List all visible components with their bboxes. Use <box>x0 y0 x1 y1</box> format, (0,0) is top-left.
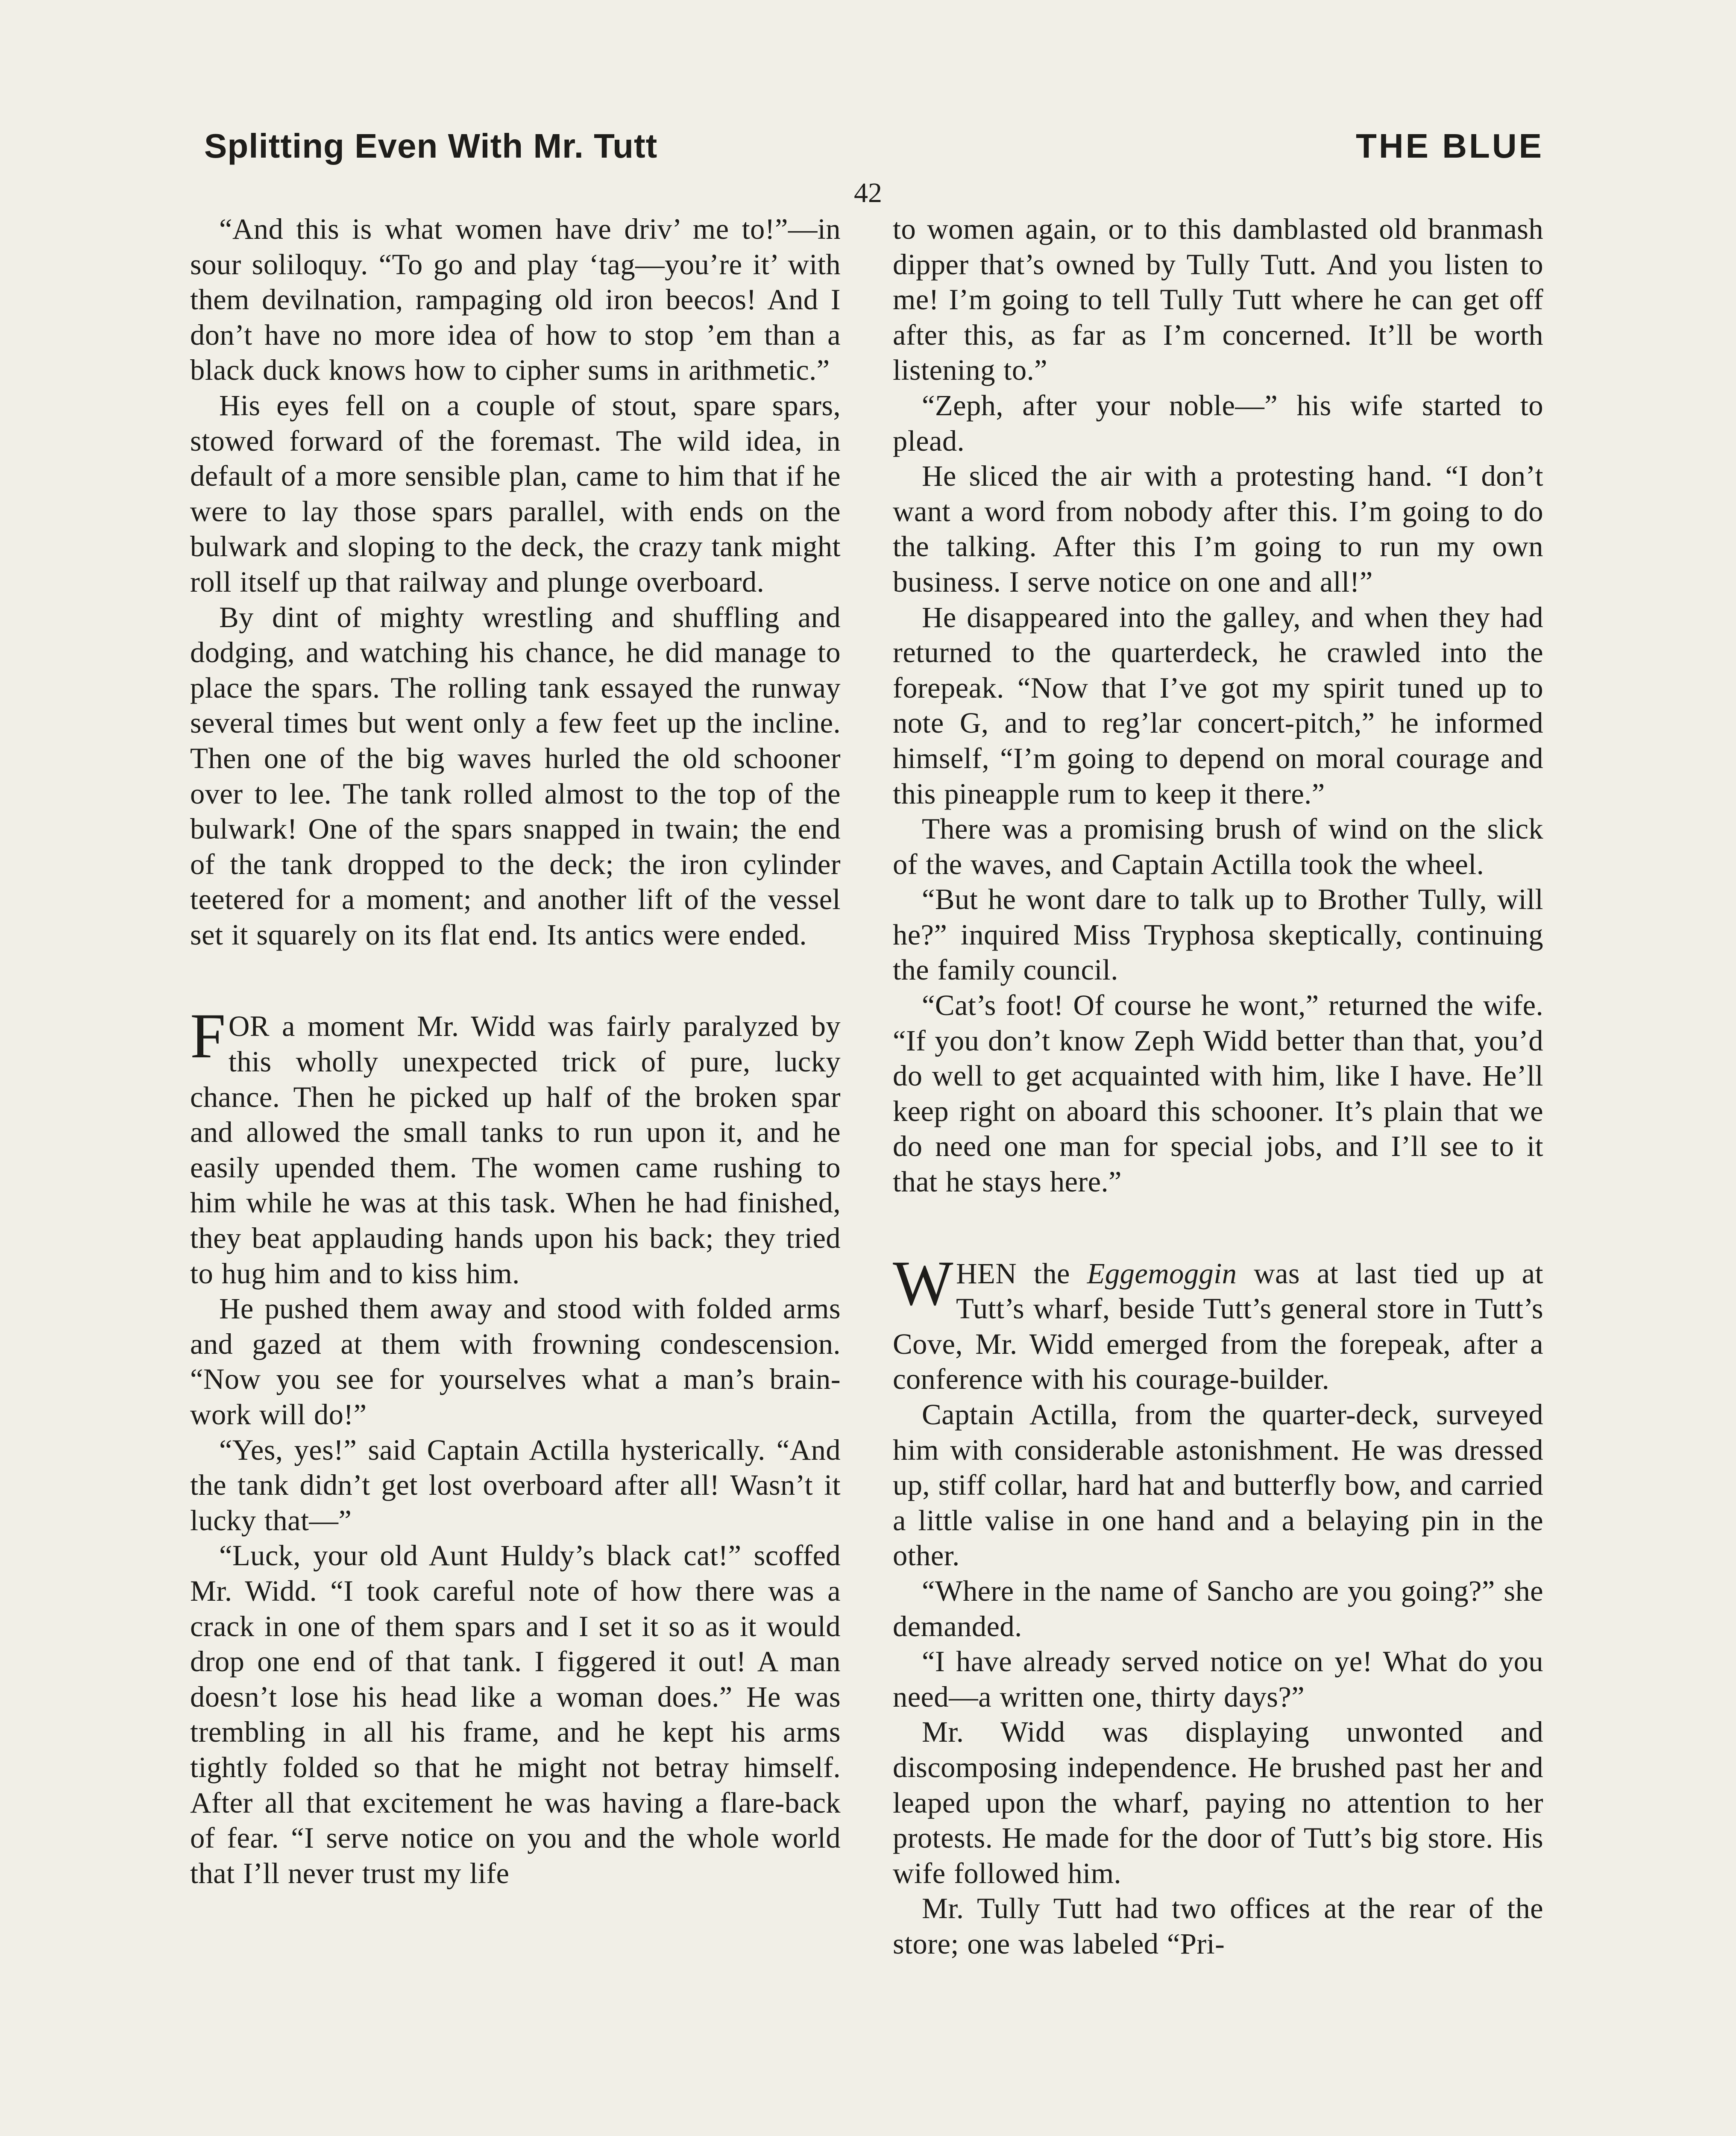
drop-cap: F <box>190 1001 226 1072</box>
ship-name: Eggemoggin <box>1087 1257 1237 1290</box>
left-column <box>190 211 841 1891</box>
paragraph-text: HEN the <box>956 1257 1070 1290</box>
drop-cap: W <box>893 1247 953 1319</box>
right-column <box>893 211 1543 1962</box>
paragraph: “Where in the name of Sancho are you going?” she demanded. <box>893 1574 1543 1643</box>
paragraph: He pushed them away and stood with folded arms and gazed at them with frowning condescension. “Now you see for yourselves what a man’s brain-work will do!” <box>190 1292 841 1431</box>
paragraph: “And this is what women have driv’ me to!”—in sour soliloquy. “To go and play ‘tag—you’re it’ with them devilnation, rampaging old iron beecos! And I don’t have no more idea of how to stop ’em than a black duck knows how to cipher sums in arithmetic.” <box>190 213 841 387</box>
paragraph-text: OR a moment Mr. Widd was fairly paralyzed by this wholly unexpected trick of pure, lucky chance. Then he picked up half of the broken spar and allowed the small tanks to run upon it, and he easily upended them. The women came rushing to him while he was at this task. When he had finished, they beat applauding hands upon his back; they tried to hug him and to kiss him. <box>190 1010 841 1290</box>
paragraph: There was a promising brush of wind on the slick of the waves, and Captain Actilla took the wheel. <box>893 813 1543 880</box>
section-opening-paragraph <box>190 1001 841 1291</box>
paragraph: His eyes fell on a couple of stout, spare spars, stowed forward of the foremast. The wild idea, in default of a more sensible plan, came to him that if he were to lay those spars parallel, with ends on the bulwark and sloping to the deck, the crazy tank might roll itself up that railway and plunge overboard. <box>190 389 841 598</box>
paragraph: “Luck, your old Aunt Huldy’s black cat!” scoffed Mr. Widd. “I took careful note of how there was a crack in one of them spars and I set it so as it would drop one end of that tank. I figgered it out! A man doesn’t lose his head like a woman does.” He was trembling in all his frame, and he kept his arms tightly folded so that he might not betray himself. After all that excitement he was having a flare-back of fear. “I serve notice on you and the whole world that I’ll never trust my life <box>190 1539 841 1890</box>
story-title: Splitting Even With Mr. Tutt <box>204 127 658 165</box>
paragraph: By dint of mighty wrestling and shuffling and dodging, and watching his chance, he did manage to place the spars. The rolling tank essayed the runway several times but went only a few feet up the incline. Then one of the big waves hurled the old schooner over to lee. The tank rolled almost to the top of the bulwark! One of the spars snapped in twain; the end of the tank dropped to the deck; the iron cylinder teetered for a moment; and another lift of the vessel set it squarely on its flat end. Its antics were ended. <box>190 601 841 951</box>
paragraph: “But he wont dare to talk up to Brother Tully, will he?” inquired Miss Tryphosa skeptically, continuing the family council. <box>893 883 1543 986</box>
paragraph: Captain Actilla, from the quarter-deck, surveyed him with considerable astonishment. He was dressed up, stiff collar, hard hat and butterfly bow, and carried a little valise in one hand and a belaying pin in the other. <box>893 1398 1543 1572</box>
magazine-name: THE BLUE <box>1356 127 1544 165</box>
paragraph-text: was at last tied up at Tutt’s wharf, beside Tutt’s general store in Tutt’s Cove, Mr. Widd emerged from the forepeak, after a conference with his courage-builder. <box>893 1257 1543 1396</box>
paragraph: “Zeph, after your noble—” his wife started to plead. <box>893 389 1543 457</box>
section-opening-paragraph <box>893 1247 1543 1397</box>
paragraph: Mr. Widd was displaying unwonted and discomposing independence. He brushed past her and leaped upon the wharf, paying no attention to her protests. He made for the door of Tutt’s big store. His wife followed him. <box>893 1716 1543 1890</box>
paragraph: He disappeared into the galley, and when they had returned to the quarterdeck, he crawled into the forepeak. “Now that I’ve got my spirit tuned up to note G, and to reg’lar concert-pitch,” he informed himself, “I’m going to depend on moral courage and this pineapple rum to keep it there.” <box>893 601 1543 810</box>
paragraph: Mr. Tully Tutt had two offices at the rear of the store; one was labeled “Pri- <box>893 1892 1543 1960</box>
paragraph-continued: to women again, or to this damblasted old branmash dipper that’s owned by Tully Tutt. And you listen to me! I’m going to tell Tully Tutt where he can get off after this, as far as I’m concerned. It’ll be worth listening to.” <box>893 213 1543 387</box>
page-number: 42 <box>854 177 882 208</box>
paragraph: “I have already served notice on ye! What do you need—a written one, thirty days?” <box>893 1645 1543 1713</box>
paragraph: “Yes, yes!” said Captain Actilla hysterically. “And the tank didn’t get lost overboard after all! Wasn’t it lucky that—” <box>190 1433 841 1537</box>
paragraph: “Cat’s foot! Of course he wont,” returned the wife. “If you don’t know Zeph Widd better than that, you’d do well to get acquainted with him, like I have. He’ll keep right on aboard this schooner. It’s plain that we do need one man for special jobs, and I’ll see to it that he stays here.” <box>893 989 1543 1198</box>
paragraph: He sliced the air with a protesting hand. “I don’t want a word from nobody after this. I’m going to do the talking. After this I’m going to run my own business. I serve notice on one and all!” <box>893 460 1543 598</box>
